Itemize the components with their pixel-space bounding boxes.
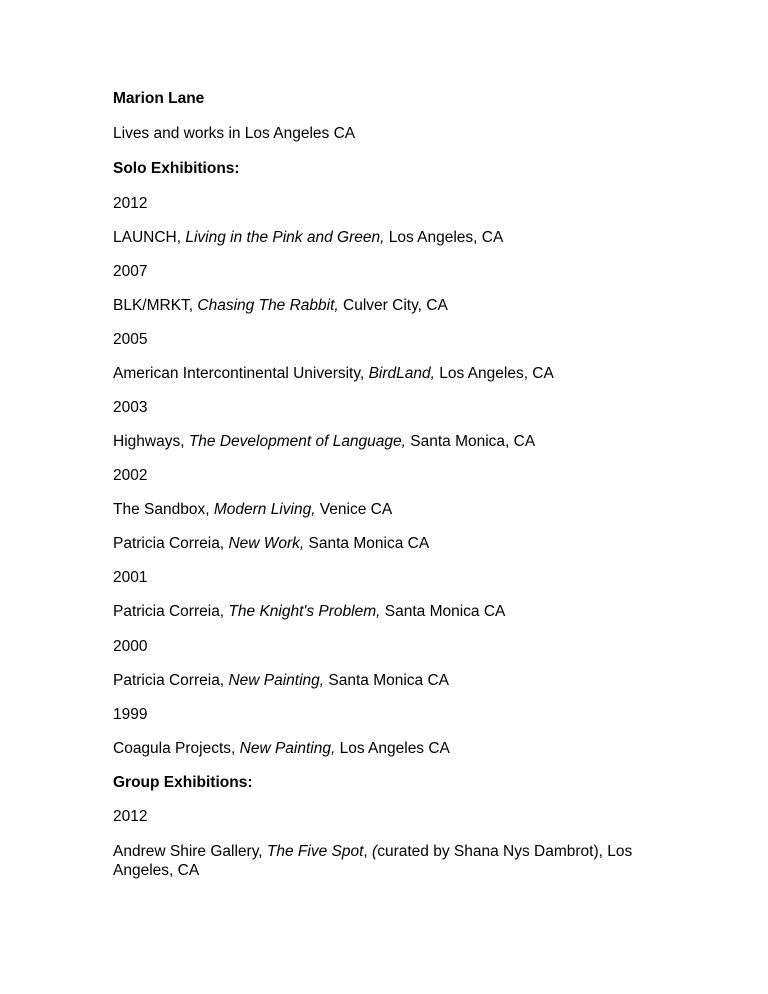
artist-name: Marion Lane [113, 90, 205, 107]
exhibition-title: BirdLand, [368, 365, 435, 382]
exhibition-title: New Painting, [239, 740, 336, 757]
solo-entry [113, 535, 429, 553]
venue: Coagula Projects, [113, 740, 240, 757]
solo-year: 2007 [113, 263, 148, 280]
curator-note: curated by Shana Nys Dambrot), Los Angeles, CA [113, 843, 633, 879]
solo-exhibitions-heading: Solo Exhibitions: [113, 160, 240, 177]
location: Venice CA [315, 501, 393, 518]
venue: Highways, [113, 433, 189, 450]
open-paren: ( [372, 843, 378, 860]
venue: Patricia Correia, [113, 535, 229, 552]
location: Culver City, CA [338, 297, 448, 314]
exhibition-title: Modern Living, [213, 501, 316, 518]
venue: Patricia Correia, [113, 603, 229, 620]
location: Los Angeles CA [335, 740, 450, 757]
location: Santa Monica CA [380, 603, 506, 620]
group-entry [113, 842, 653, 880]
venue: Patricia Correia, [113, 672, 229, 689]
solo-entry [113, 603, 505, 621]
location: Los Angeles, CA [434, 365, 554, 382]
residence-line: Lives and works in Los Angeles CA [113, 125, 356, 142]
exhibition-title: Living in the Pink and Green, [185, 229, 385, 246]
venue: LAUNCH, [113, 229, 186, 246]
venue: The Sandbox, [113, 501, 214, 518]
exhibition-title: Chasing The Rabbit, [197, 297, 339, 314]
exhibition-title: The Development of Language, [188, 433, 406, 450]
solo-entry [113, 501, 392, 519]
solo-entry [113, 365, 554, 383]
exhibition-title: The Knight's Problem, [228, 603, 381, 620]
location: Los Angeles, CA [384, 229, 504, 246]
solo-entry [113, 672, 449, 690]
separator: , [363, 843, 373, 860]
solo-entry [113, 297, 448, 315]
venue: Andrew Shire Gallery, [113, 843, 267, 860]
solo-year: 1999 [113, 706, 148, 723]
solo-entry [113, 229, 503, 247]
solo-entry [113, 740, 450, 758]
exhibition-title: New Work, [228, 535, 305, 552]
venue: BLK/MRKT, [113, 297, 198, 314]
group-exhibitions-heading: Group Exhibitions: [113, 774, 253, 791]
solo-year: 2012 [113, 195, 148, 212]
solo-year: 2001 [113, 569, 148, 586]
exhibition-title: The Five Spot [266, 843, 364, 860]
solo-year: 2003 [113, 399, 148, 416]
venue: American Intercontinental University, [113, 365, 369, 382]
location: Santa Monica, CA [405, 433, 536, 450]
solo-year: 2005 [113, 331, 148, 348]
location: Santa Monica CA [324, 672, 450, 689]
solo-year: 2002 [113, 467, 148, 484]
location: Santa Monica CA [304, 535, 430, 552]
solo-entry [113, 433, 535, 451]
group-year: 2012 [113, 808, 148, 825]
solo-year: 2000 [113, 638, 148, 655]
exhibition-title: New Painting, [228, 672, 325, 689]
